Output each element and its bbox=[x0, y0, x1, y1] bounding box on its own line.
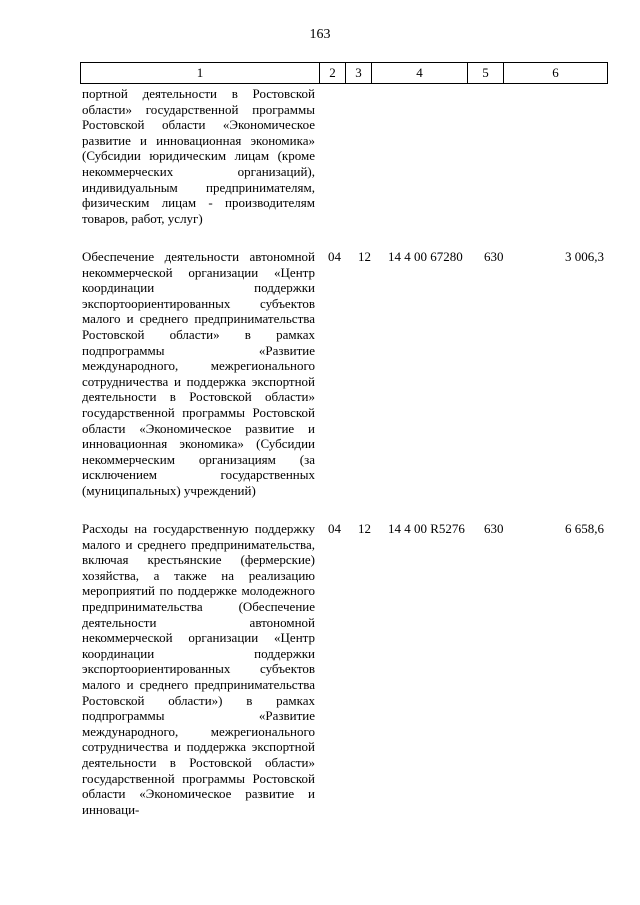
page-number: 163 bbox=[309, 27, 331, 42]
table-header bbox=[80, 62, 608, 84]
header-col-4: 4 bbox=[372, 63, 468, 83]
row-description: портной деятельности в Ростовской области» государственной программы Ростовской области «Экономическое развитие и инновационная экономика» (Субсидии юридическим лицам (кроме некоммерческих организаций), индивидуальным предпринимателям, физическим лицам - производителям товаров, работ, услуг) bbox=[82, 86, 315, 226]
row-section: 04 bbox=[328, 249, 341, 264]
header-col-2: 2 bbox=[320, 63, 346, 83]
row-description: Расходы на государственную поддержку малого и среднего предпринимательства, включая крестьянские (фермерские) хозяйства, а также на реализацию мероприятий по поддержке молодежного предпринимательства (Обеспечение деятельности автономной некоммерческой организации «Центр координации поддержки экспортоориентированных субъектов малого и среднего предпринимательства Ростовской области») в рамках подпрограммы «Развитие международного, межрегионального сотрудничества и поддержка экспортной деятельности в Ростовской области» государственной программы Ростовской области «Экономическое развитие и инноваци- bbox=[82, 521, 315, 817]
header-col-1: 1 bbox=[81, 63, 320, 83]
header-col-6: 6 bbox=[552, 65, 559, 80]
header-col-5: 5 bbox=[468, 63, 504, 83]
row-amount: 3 006,3 bbox=[565, 249, 604, 264]
row-expense-type: 630 bbox=[484, 249, 504, 264]
row-target-article: 14 4 00 67280 bbox=[388, 249, 463, 264]
row-subsection: 12 bbox=[358, 521, 371, 536]
row-amount: 6 658,6 bbox=[565, 521, 604, 536]
row-subsection: 12 bbox=[358, 249, 371, 264]
row-expense-type: 630 bbox=[484, 521, 504, 536]
row-description: Обеспечение деятельности автономной некоммерческой организации «Центр координации поддержки экспортоориентированных субъектов малого и среднего предпринимательства Ростовской области» в рамках подпрограммы «Развитие международного, межрегионального сотрудничества и поддержка экспортной деятельности в Ростовской области» государственной программы Ростовской области «Экономическое развитие и инновационная экономика» (Субсидии некоммерческим организациям (за исключением государственных (муниципальных) учреждений) bbox=[82, 249, 315, 498]
row-target-article: 14 4 00 R5276 bbox=[388, 521, 465, 536]
header-col-3: 3 bbox=[346, 63, 372, 83]
row-section: 04 bbox=[328, 521, 341, 536]
